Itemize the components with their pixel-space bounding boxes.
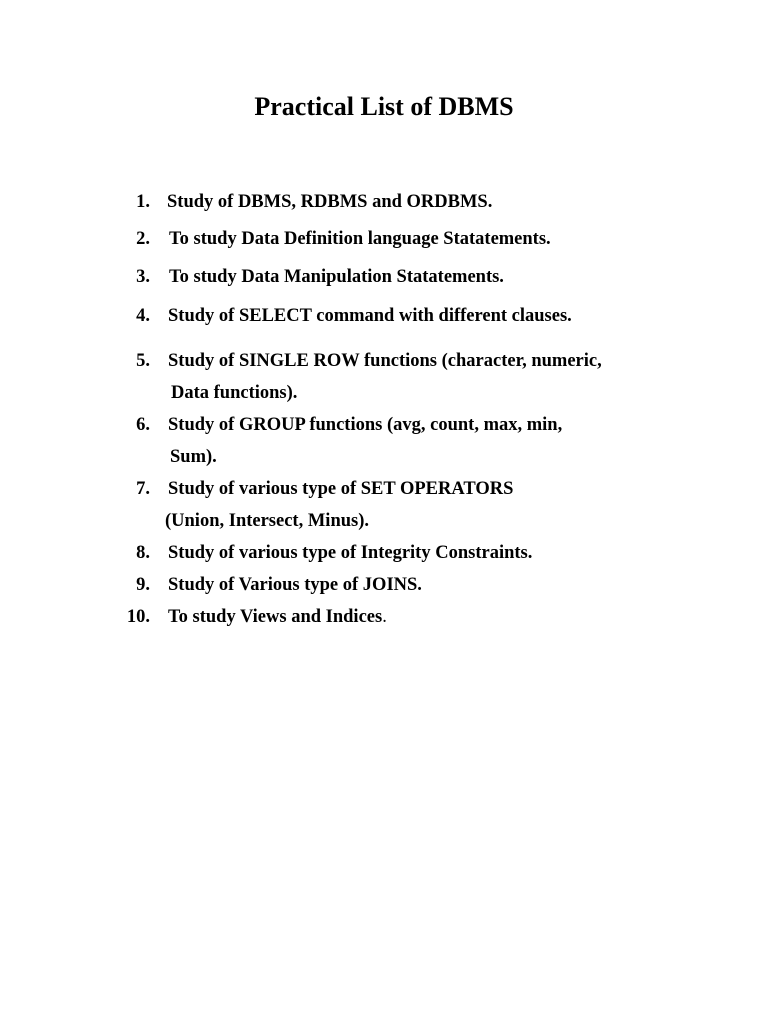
item-text: Study of various type of Integrity Constraints. [168,543,533,563]
item-trailing-punctuation: . [382,607,387,627]
item-text: To study Data Manipulation Statatements. [169,267,504,287]
item-number: 5. [136,351,150,371]
item-text: Study of DBMS, RDBMS and ORDBMS. [167,192,493,212]
item-number: 7. [136,479,150,499]
item-text: Study of SINGLE ROW functions (character, numeric, [168,351,602,371]
item-text: To study Views and Indices [168,607,383,627]
item-text: Study of Various type of JOINS. [168,575,422,595]
page-title: Practical List of DBMS [254,92,514,121]
item-text-continued: Sum). [170,447,217,467]
item-number: 2. [136,229,150,249]
item-number: 10. [126,607,150,627]
item-text: Study of various type of SET OPERATORS [168,479,514,499]
item-text-continued: (Union, Intersect, Minus). [165,511,370,531]
item-number: 3. [136,267,150,287]
item-text: Study of GROUP functions (avg, count, max, min, [168,415,563,435]
item-text: Study of SELECT command with different clauses. [168,306,572,326]
item-text: To study Data Definition language Statatements. [169,229,551,249]
item-number: 8. [136,543,150,563]
item-number: 6. [136,415,150,435]
item-text-continued: Data functions). [171,383,298,403]
item-number: 9. [136,575,150,595]
item-number: 4. [136,306,150,326]
item-number: 1. [136,192,150,212]
item-text-row [168,605,387,629]
